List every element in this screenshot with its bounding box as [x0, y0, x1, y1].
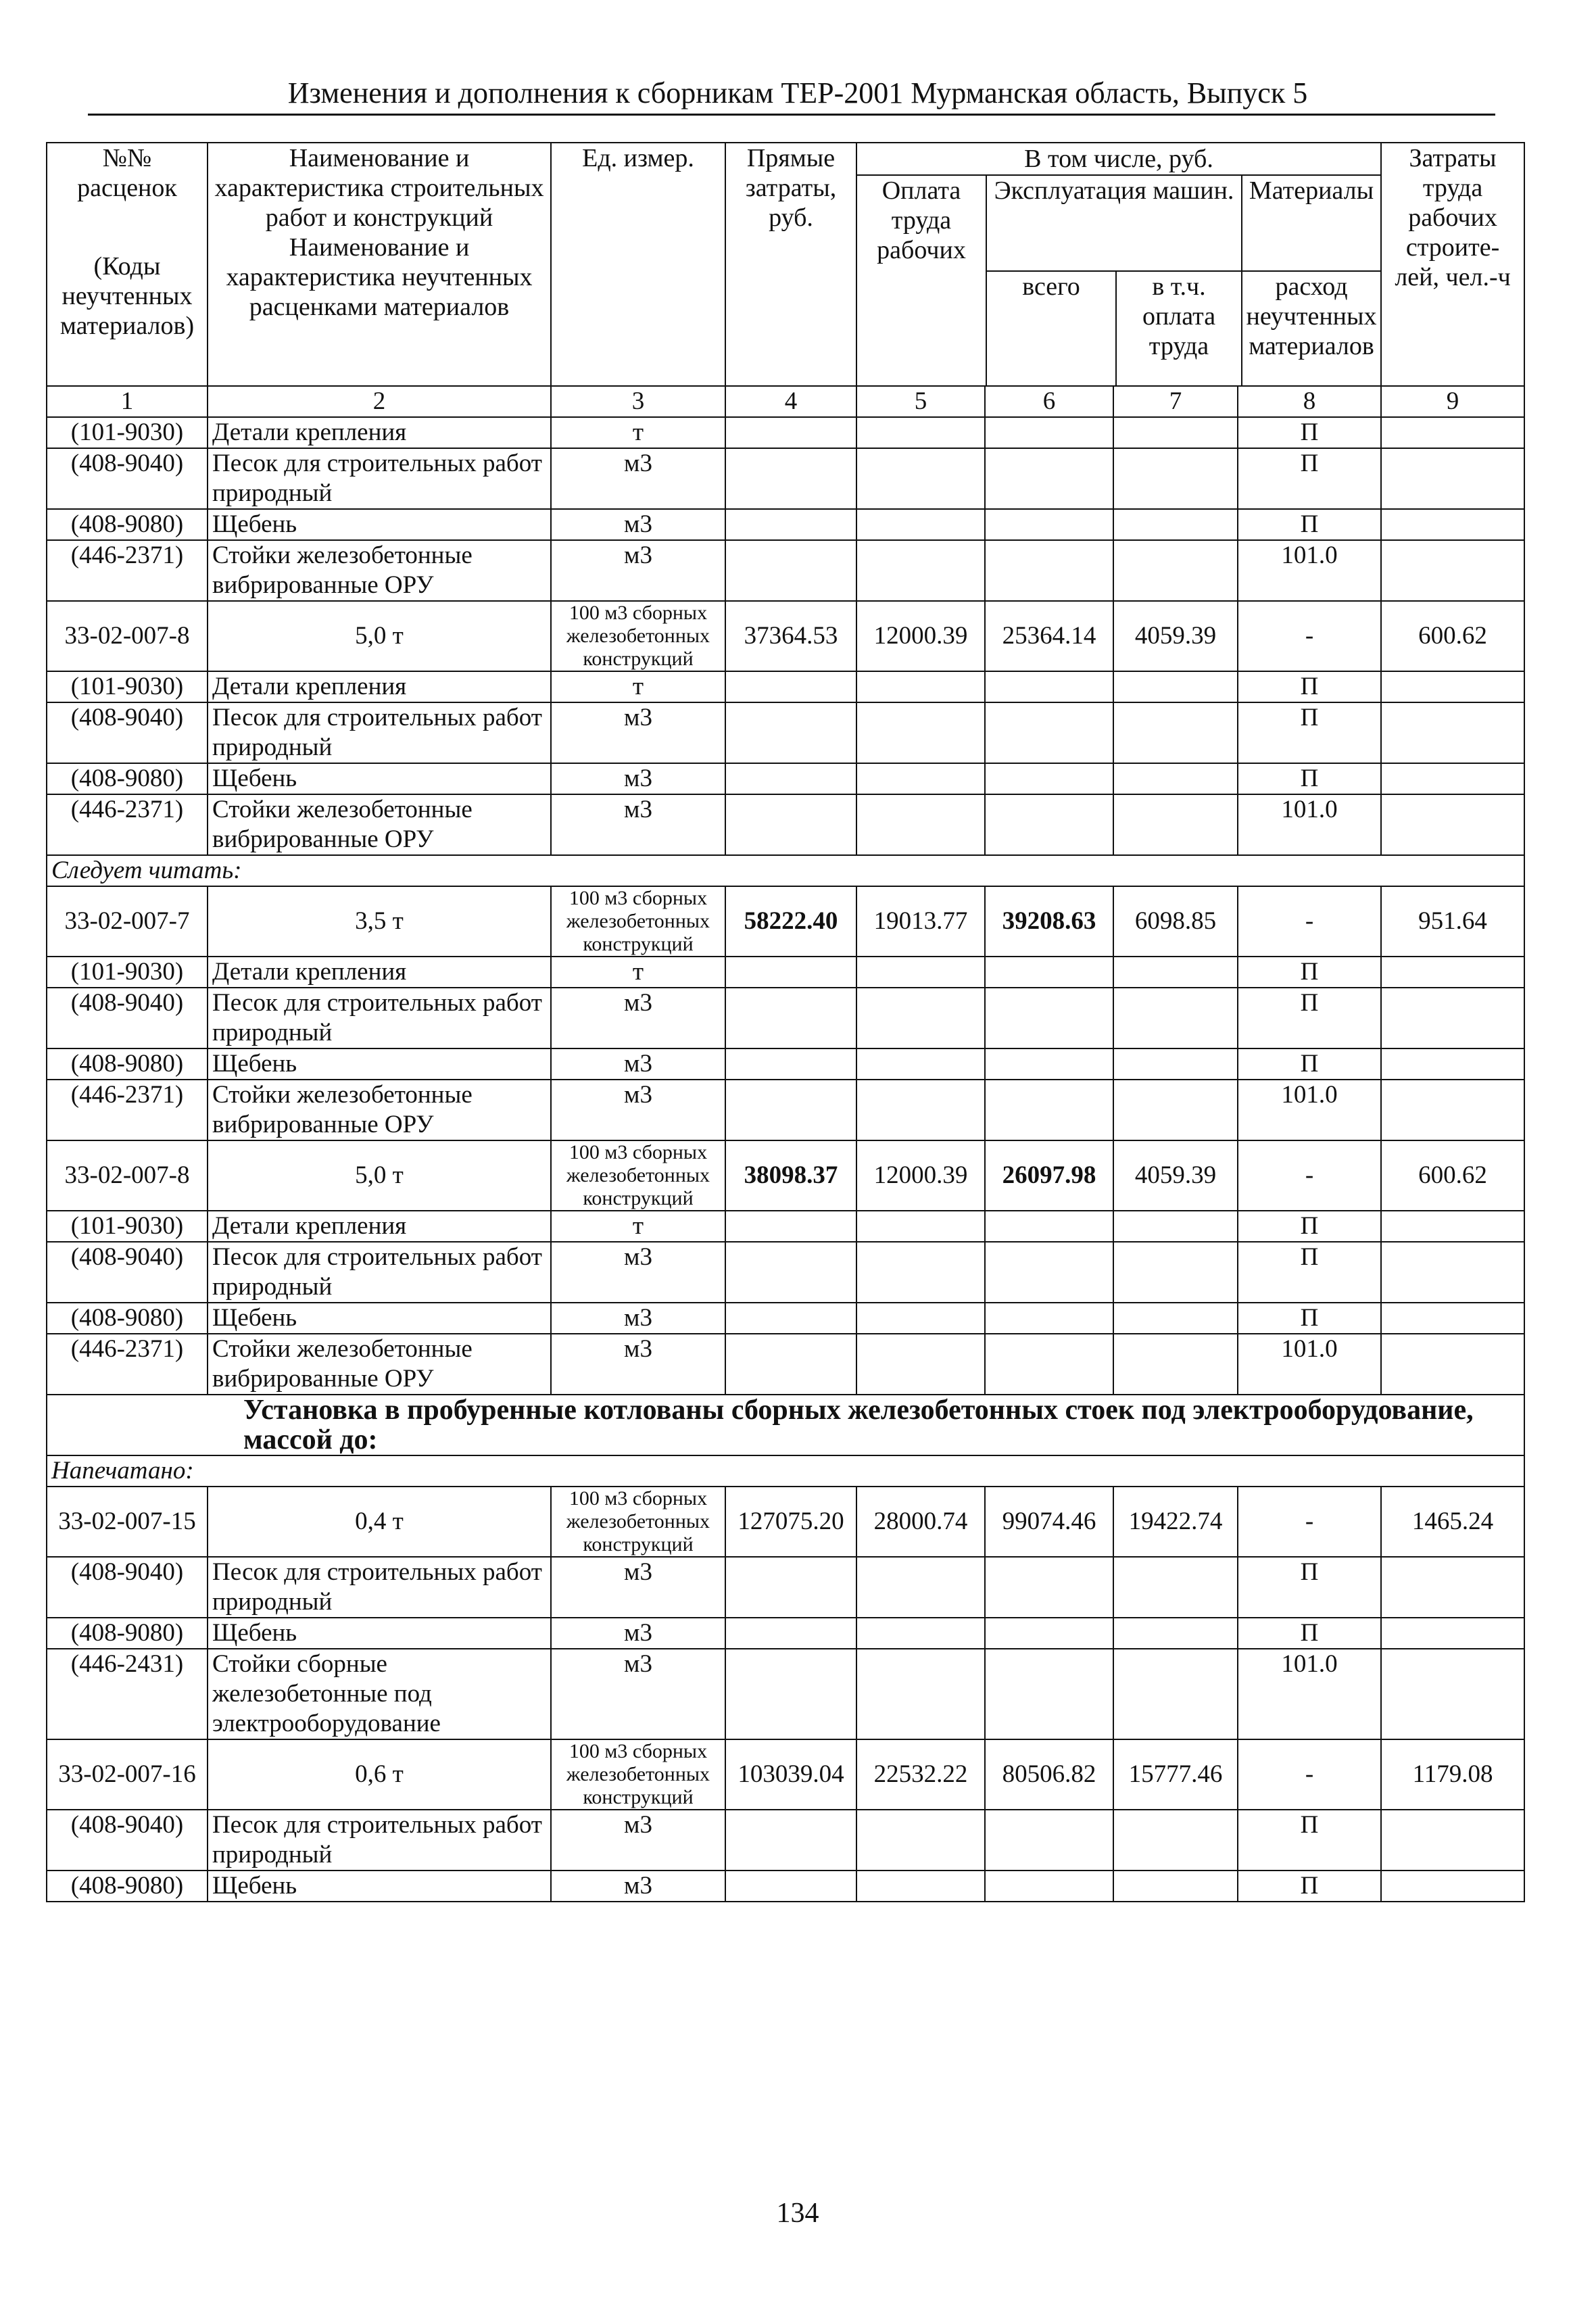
header-col2-bottom: Наименование и характеристика неучтенных расценками материалов: [226, 233, 533, 321]
material-unit: м3: [551, 1810, 725, 1871]
header-col9: Затраты труда рабочих строите-лей, чел.-ч: [1381, 143, 1524, 386]
labor-pay: 19013.77: [856, 886, 985, 957]
header-col1-bottom: (Коды неучтенных материалов): [59, 252, 195, 340]
material-name: Песок для строительных работ природный: [208, 988, 551, 1048]
material-name: Детали крепления: [208, 417, 551, 448]
material-code: (408-9080): [47, 763, 208, 794]
material-consumption: П: [1238, 1557, 1381, 1618]
material-name: Стойки железобетонные вибрированные ОРУ: [208, 1080, 551, 1140]
material-consumption: 101.0: [1238, 540, 1381, 601]
material-row: [47, 1618, 1524, 1649]
caption-row: [47, 1455, 1524, 1487]
material-code: (446-2371): [47, 794, 208, 855]
material-row: [47, 417, 1524, 448]
header-col1: [47, 143, 208, 386]
material-code: (408-9040): [47, 702, 208, 763]
material-consumption: П: [1238, 1242, 1381, 1303]
rate-name: 0,6 т: [208, 1739, 551, 1810]
material-name: Песок для строительных работ природный: [208, 1242, 551, 1303]
header-col1-top: №№ расценок: [77, 144, 177, 202]
material-unit: м3: [551, 540, 725, 601]
machine-cost: 26097.98: [985, 1140, 1113, 1211]
rate-row: [47, 1739, 1524, 1810]
rate-row: [47, 886, 1524, 957]
material-code: (101-9030): [47, 671, 208, 702]
rate-code: 33-02-007-8: [47, 601, 208, 671]
material-unit: т: [551, 1211, 725, 1242]
rate-name: 5,0 т: [208, 1140, 551, 1211]
labor-pay: 22532.22: [856, 1739, 985, 1810]
material-consumption: 101.0: [1238, 794, 1381, 855]
rate-unit: 100 м3 сборных железобетонных конструкций: [551, 1487, 725, 1557]
material-code: (408-9040): [47, 448, 208, 509]
material-code: (408-9080): [47, 1048, 208, 1080]
material-code: (101-9030): [47, 1211, 208, 1242]
labor-pay: 28000.74: [856, 1487, 985, 1557]
material-consumption: П: [1238, 763, 1381, 794]
header-col3: Ед. измер.: [551, 143, 725, 386]
material-consumption: П: [1238, 957, 1381, 988]
material-unit: м3: [551, 448, 725, 509]
material-row: [47, 540, 1524, 601]
material-consumption: П: [1238, 1871, 1381, 1902]
machine-cost: 39208.63: [985, 886, 1113, 957]
material-name: Песок для строительных работ природный: [208, 1810, 551, 1871]
col-number: 2: [208, 386, 551, 417]
header-col67: Эксплуатация машин.: [987, 176, 1241, 272]
material-unit: м3: [551, 1649, 725, 1739]
material-row: [47, 448, 1524, 509]
material-unit: м3: [551, 702, 725, 763]
materials-cost: -: [1238, 1140, 1381, 1211]
material-consumption: П: [1238, 448, 1381, 509]
material-unit: м3: [551, 794, 725, 855]
machine-labor-pay: 6098.85: [1113, 886, 1238, 957]
material-unit: т: [551, 671, 725, 702]
header-rule: [88, 114, 1495, 116]
machine-labor-pay: 19422.74: [1113, 1487, 1238, 1557]
section-title: Установка в пробуренные котлованы сборных железобетонных стоек под электрооборудование, массой до:: [47, 1395, 1524, 1455]
table-header-row: [47, 143, 1524, 386]
material-name: Щебень: [208, 763, 551, 794]
material-row: [47, 794, 1524, 855]
material-consumption: П: [1238, 1211, 1381, 1242]
col-number: 7: [1113, 386, 1238, 417]
section-row: [47, 1395, 1524, 1455]
labor-hours: 600.62: [1381, 1140, 1524, 1211]
material-unit: м3: [551, 509, 725, 540]
material-row: [47, 988, 1524, 1048]
material-code: (408-9040): [47, 988, 208, 1048]
material-unit: м3: [551, 1303, 725, 1334]
material-row: [47, 1810, 1524, 1871]
header-col4: Прямые затраты, руб.: [725, 143, 856, 386]
rate-unit: 100 м3 сборных железобетонных конструкций: [551, 1739, 725, 1810]
caption-read-as: Следует читать:: [47, 855, 1524, 886]
col-number: 9: [1381, 386, 1524, 417]
header-col6: всего: [987, 272, 1117, 385]
header-col7: в т.ч. оплата труда: [1142, 272, 1216, 360]
material-name: Стойки железобетонные вибрированные ОРУ: [208, 1334, 551, 1395]
material-unit: м3: [551, 1557, 725, 1618]
material-code: (446-2371): [47, 1080, 208, 1140]
header-group: [856, 143, 1381, 386]
material-row: [47, 509, 1524, 540]
caption-row: [47, 855, 1524, 886]
material-row: [47, 1871, 1524, 1902]
caption-printed: Напечатано:: [47, 1455, 1524, 1487]
material-code: (408-9040): [47, 1242, 208, 1303]
material-name: Песок для строительных работ природный: [208, 702, 551, 763]
material-name: Щебень: [208, 1618, 551, 1649]
material-code: (446-2371): [47, 540, 208, 601]
col-number: 5: [856, 386, 985, 417]
rate-name: 3,5 т: [208, 886, 551, 957]
direct-cost: 103039.04: [725, 1739, 856, 1810]
material-code: (408-9080): [47, 509, 208, 540]
header-col5: Оплата труда рабочих: [857, 176, 987, 385]
machine-cost: 99074.46: [985, 1487, 1113, 1557]
materials-cost: -: [1238, 601, 1381, 671]
material-consumption: П: [1238, 702, 1381, 763]
machine-cost: 25364.14: [985, 601, 1113, 671]
rate-name: 0,4 т: [208, 1487, 551, 1557]
material-name: Детали крепления: [208, 1211, 551, 1242]
col-number: 3: [551, 386, 725, 417]
material-consumption: П: [1238, 509, 1381, 540]
material-name: Стойки железобетонные вибрированные ОРУ: [208, 540, 551, 601]
rate-row: [47, 1140, 1524, 1211]
col-number: 8: [1238, 386, 1381, 417]
rate-row: [47, 601, 1524, 671]
material-unit: м3: [551, 1871, 725, 1902]
material-row: [47, 702, 1524, 763]
material-unit: т: [551, 417, 725, 448]
col-number: 1: [47, 386, 208, 417]
column-number-row: [47, 386, 1524, 417]
material-name: Детали крепления: [208, 671, 551, 702]
material-unit: м3: [551, 1242, 725, 1303]
materials-cost: -: [1238, 1487, 1381, 1557]
machine-cost: 80506.82: [985, 1739, 1113, 1810]
material-consumption: П: [1238, 1810, 1381, 1871]
col-number: 4: [725, 386, 856, 417]
labor-hours: 1465.24: [1381, 1487, 1524, 1557]
material-row: [47, 1334, 1524, 1395]
rate-code: 33-02-007-16: [47, 1739, 208, 1810]
material-unit: м3: [551, 1618, 725, 1649]
material-row: [47, 671, 1524, 702]
page-number: 134: [776, 2198, 819, 2229]
material-row: [47, 763, 1524, 794]
rate-row: [47, 1487, 1524, 1557]
direct-cost: 37364.53: [725, 601, 856, 671]
material-row: [47, 1242, 1524, 1303]
material-code: (408-9080): [47, 1303, 208, 1334]
material-consumption: П: [1238, 671, 1381, 702]
material-name: Стойки сборные железобетонные под электрооборудование: [208, 1649, 551, 1739]
material-code: (408-9080): [47, 1618, 208, 1649]
rate-code: 33-02-007-8: [47, 1140, 208, 1211]
material-name: Стойки железобетонные вибрированные ОРУ: [208, 794, 551, 855]
material-row: [47, 1048, 1524, 1080]
material-unit: м3: [551, 1048, 725, 1080]
rate-unit: 100 м3 сборных железобетонных конструкций: [551, 1140, 725, 1211]
material-code: (446-2371): [47, 1334, 208, 1395]
direct-cost: 38098.37: [725, 1140, 856, 1211]
tariff-table: [46, 142, 1525, 1902]
material-code: (101-9030): [47, 957, 208, 988]
header-col2: [208, 143, 551, 386]
page-title: Изменения и дополнения к сборникам ТЕР-2001 Мурманская область, Выпуск 5: [287, 76, 1308, 110]
material-unit: м3: [551, 1080, 725, 1140]
material-name: Песок для строительных работ природный: [208, 448, 551, 509]
materials-cost: -: [1238, 886, 1381, 957]
material-consumption: 101.0: [1238, 1334, 1381, 1395]
material-unit: м3: [551, 1334, 725, 1395]
machine-labor-pay: 4059.39: [1113, 1140, 1238, 1211]
material-code: (446-2431): [47, 1649, 208, 1739]
rate-unit: 100 м3 сборных железобетонных конструкций: [551, 601, 725, 671]
header-col2-top: Наименование и характеристика строительных работ и конструкций: [214, 144, 544, 232]
machine-labor-pay: 15777.46: [1113, 1739, 1238, 1810]
material-code: (408-9040): [47, 1810, 208, 1871]
material-code: (408-9040): [47, 1557, 208, 1618]
material-row: [47, 1557, 1524, 1618]
material-consumption: 101.0: [1238, 1649, 1381, 1739]
machine-labor-pay: 4059.39: [1113, 601, 1238, 671]
labor-hours: 1179.08: [1381, 1739, 1524, 1810]
material-name: Детали крепления: [208, 957, 551, 988]
material-row: [47, 1649, 1524, 1739]
material-row: [47, 1211, 1524, 1242]
header-group-title: В том числе, руб.: [857, 143, 1380, 176]
material-code: (408-9080): [47, 1871, 208, 1902]
labor-pay: 12000.39: [856, 1140, 985, 1211]
material-unit: т: [551, 957, 725, 988]
rate-name: 5,0 т: [208, 601, 551, 671]
rate-code: 33-02-007-15: [47, 1487, 208, 1557]
material-consumption: П: [1238, 988, 1381, 1048]
labor-hours: 600.62: [1381, 601, 1524, 671]
labor-pay: 12000.39: [856, 601, 985, 671]
material-consumption: П: [1238, 1303, 1381, 1334]
material-code: (101-9030): [47, 417, 208, 448]
material-row: [47, 957, 1524, 988]
material-consumption: П: [1238, 417, 1381, 448]
material-consumption: П: [1238, 1618, 1381, 1649]
direct-cost: 127075.20: [725, 1487, 856, 1557]
material-unit: м3: [551, 763, 725, 794]
material-name: Щебень: [208, 1048, 551, 1080]
material-name: Щебень: [208, 1871, 551, 1902]
col-number: 6: [985, 386, 1113, 417]
material-name: Песок для строительных работ природный: [208, 1557, 551, 1618]
header-col8-bottom: расход неучтенных материалов: [1246, 272, 1377, 360]
rate-unit: 100 м3 сборных железобетонных конструкций: [551, 886, 725, 957]
material-name: Щебень: [208, 1303, 551, 1334]
header-col8-top: Материалы: [1242, 176, 1380, 272]
direct-cost: 58222.40: [725, 886, 856, 957]
material-consumption: 101.0: [1238, 1080, 1381, 1140]
materials-cost: -: [1238, 1739, 1381, 1810]
material-name: Щебень: [208, 509, 551, 540]
material-unit: м3: [551, 988, 725, 1048]
material-row: [47, 1303, 1524, 1334]
labor-hours: 951.64: [1381, 886, 1524, 957]
material-consumption: П: [1238, 1048, 1381, 1080]
material-row: [47, 1080, 1524, 1140]
rate-code: 33-02-007-7: [47, 886, 208, 957]
